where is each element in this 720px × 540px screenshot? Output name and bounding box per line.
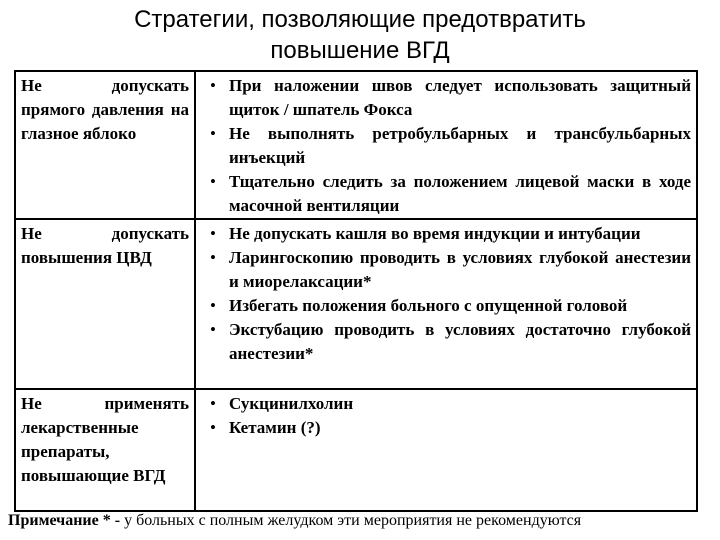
measure-text: Экстубацию проводить в условиях достаточно глубокой анестезии* [229, 320, 691, 363]
bullet-icon: • [210, 124, 216, 143]
measure-text: При наложении швов следует использовать защитный щиток / шпатель Фокса [229, 76, 691, 119]
list-item [201, 222, 691, 246]
table-row [15, 389, 697, 511]
list-item [201, 392, 691, 416]
measure-text: Не допускать кашля во время индукции и интубации [229, 224, 641, 243]
measures-cell [195, 389, 697, 511]
strategy-cell: Не применять лекарственные препараты, повышающие ВГД [15, 389, 195, 511]
bullet-icon: • [210, 224, 216, 243]
table-row [15, 219, 697, 389]
measures-list [201, 392, 691, 440]
bullet-icon: • [210, 394, 216, 413]
title-line-2: повышение ВГД [270, 37, 450, 64]
bullet-icon: • [210, 320, 216, 339]
measure-text: Кетамин (?) [229, 418, 321, 437]
title-line-1: Стратегии, позволяющие предотвратить [134, 6, 586, 33]
slide-title [0, 4, 720, 66]
measure-text: Ларингоскопию проводить в условиях глубокой анестезии и миорелаксации* [229, 248, 691, 291]
measures-cell [195, 71, 697, 219]
strategy-cell: Не допускать прямого давления на глазное яблоко [15, 71, 195, 219]
measure-text: Сукцинилхолин [229, 394, 354, 413]
measure-text: Избегать положения больного с опущенной головой [229, 296, 628, 315]
list-item [201, 246, 691, 294]
list-item [201, 318, 691, 366]
bullet-icon: • [210, 76, 216, 95]
list-item [201, 74, 691, 122]
measures-cell [195, 219, 697, 389]
list-item [201, 416, 691, 440]
strategies-table [14, 70, 698, 512]
bullet-icon: • [210, 418, 216, 437]
table-row [15, 71, 697, 219]
measure-text: Не выполнять ретробульбарных и трансбульбарных инъекций [229, 124, 691, 167]
strategy-cell: Не допускать повышения ЦВД [15, 219, 195, 389]
bullet-icon: • [210, 172, 216, 191]
measures-list [201, 222, 691, 366]
list-item [201, 122, 691, 170]
list-item [201, 294, 691, 318]
footnote [8, 510, 712, 532]
bullet-icon: • [210, 296, 216, 315]
list-item [201, 170, 691, 218]
footnote-label: Примечание * - [8, 512, 121, 529]
measures-list [201, 74, 691, 218]
bullet-icon: • [210, 248, 216, 267]
footnote-text: у больных с полным желудком эти мероприятия не рекомендуются [120, 512, 582, 529]
measure-text: Тщательно следить за положением лицевой маски в ходе масочной вентиляции [229, 172, 691, 215]
